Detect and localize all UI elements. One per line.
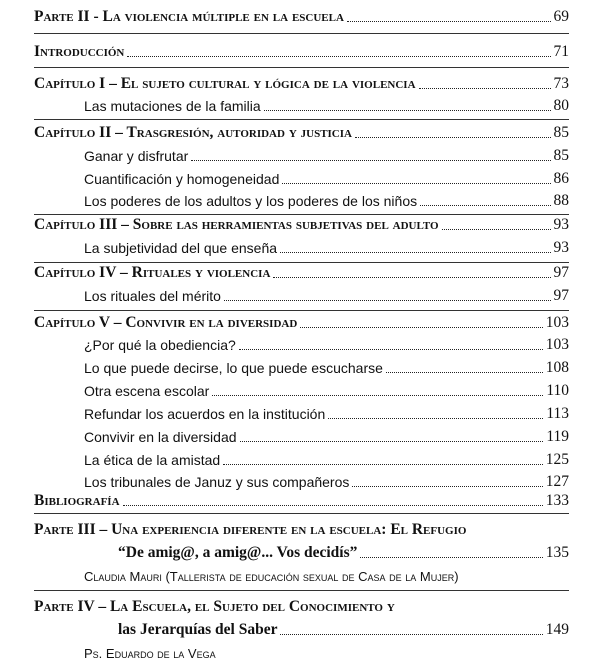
toc-entry-parte-ii: [34, 5, 569, 27]
toc-subentry: [84, 402, 569, 424]
toc-entry-parte-iii: [118, 541, 569, 563]
leader-dots: [240, 441, 544, 442]
toc-entry-label: La subjetividad del que enseña: [84, 240, 278, 256]
leader-dots: [355, 137, 551, 138]
leader-dots: [419, 88, 551, 89]
toc-entry-page: 69: [553, 8, 569, 25]
toc-entry-page: 93: [553, 216, 569, 233]
toc-entry-label: Los poderes de los adultos y los poderes de los niños: [84, 193, 418, 209]
toc-entry-label: “De amig@, a amig@... Vos decidís”: [118, 544, 358, 561]
toc-entry-capitulo-v: [34, 311, 569, 333]
toc-entry-page: 97: [553, 287, 569, 304]
divider: [34, 119, 569, 120]
divider: [34, 590, 569, 591]
leader-dots: [386, 372, 543, 373]
toc-entry-label: Las mutaciones de la familia: [84, 98, 261, 114]
toc-entry-page: 119: [546, 428, 569, 445]
toc-author: Ps. Eduardo de la Vega: [84, 646, 216, 661]
toc-entry-label: las Jerarquías del Saber: [118, 621, 278, 638]
toc-subentry: [84, 236, 569, 258]
toc-subentry: [84, 356, 569, 378]
toc-entry-label: Los rituales del mérito: [84, 288, 221, 304]
leader-dots: [352, 486, 542, 487]
toc-subentry: [84, 284, 569, 306]
toc-entry-parte-iv: [118, 618, 569, 640]
toc-subentry: [84, 448, 569, 470]
toc-entry-page: 73: [553, 75, 569, 92]
toc-entry-capitulo-ii: [34, 121, 569, 143]
toc-part-iv-title: Parte IV – La Escuela, el Sujeto del Conocimiento y: [34, 598, 395, 615]
toc-entry-capitulo-i: [34, 72, 569, 94]
toc-entry-label: Lo que puede decirse, lo que puede escucharse: [84, 360, 383, 376]
toc-entry-page: 127: [545, 473, 569, 490]
toc-entry-capitulo-iii: [34, 213, 569, 235]
leader-dots: [273, 277, 550, 278]
toc-entry-label: Parte II - La violencia múltiple en la escuela: [34, 8, 344, 25]
toc-subentry: [84, 144, 569, 166]
toc-entry-page: 108: [545, 359, 569, 376]
divider: [34, 513, 569, 514]
toc-entry-label: ¿Por qué la obediencia?: [84, 337, 236, 353]
leader-dots: [224, 300, 551, 301]
leader-dots: [300, 327, 542, 328]
leader-dots: [420, 205, 550, 206]
leader-dots: [282, 183, 550, 184]
toc-entry-label: Capítulo IV – Rituales y violencia: [34, 264, 271, 281]
leader-dots: [223, 464, 543, 465]
toc-subentry: [84, 425, 569, 447]
toc-entry-page: 85: [553, 124, 569, 141]
toc-entry-label: Bibliografía: [34, 492, 120, 509]
toc-entry-page: 85: [553, 147, 569, 164]
divider: [34, 67, 569, 68]
toc-entry-label: Capítulo III – Sobre las herramientas subjetivas del adulto: [34, 216, 439, 233]
toc-entry-label: La ética de la amistad: [84, 452, 221, 468]
toc-subentry: [84, 167, 569, 189]
toc-entry-capitulo-iv: [34, 261, 569, 283]
leader-dots: [264, 110, 551, 111]
leader-dots: [328, 418, 543, 419]
toc-entry-label: Cuantificación y homogeneidad: [84, 171, 280, 187]
toc-subentry: [84, 189, 569, 211]
toc-entry-label: Refundar los acuerdos en la institución: [84, 406, 326, 422]
toc-subentry: [84, 94, 569, 116]
leader-dots: [280, 634, 542, 635]
leader-dots: [442, 229, 551, 230]
leader-dots: [347, 21, 551, 22]
toc-entry-page: 149: [545, 621, 569, 638]
toc-entry-page: 125: [545, 451, 569, 468]
toc-entry-page: 103: [545, 336, 569, 353]
divider: [34, 33, 569, 34]
toc-author: Claudia Mauri (Tallerista de educación sexual de Casa de la Mujer): [84, 569, 459, 584]
toc-entry-page: 88: [553, 192, 569, 209]
toc-entry-label: Capítulo V – Convivir en la diversidad: [34, 314, 298, 331]
toc-subentry: [84, 379, 569, 401]
leader-dots: [127, 56, 550, 57]
toc-entry-label: Ganar y disfrutar: [84, 148, 189, 164]
toc-entry-page: 110: [546, 382, 569, 399]
toc-entry-page: 71: [553, 43, 569, 60]
toc-entry-label: Los tribunales de Januz y sus compañeros: [84, 474, 350, 490]
leader-dots: [212, 395, 543, 396]
leader-dots: [360, 557, 542, 558]
toc-entry-bibliografia: [34, 489, 569, 511]
toc-entry-page: 103: [545, 314, 569, 331]
toc-entry-page: 80: [553, 97, 569, 114]
toc-part-iii-title: Parte III – Una experiencia diferente en la escuela: El Refugio: [34, 521, 467, 538]
toc-entry-page: 93: [553, 239, 569, 256]
toc-entry-introduccion: [34, 40, 569, 62]
toc-entry-page: 97: [553, 264, 569, 281]
toc-entry-page: 133: [545, 492, 569, 509]
toc-entry-page: 135: [545, 544, 569, 561]
toc-subentry: [84, 333, 569, 355]
toc-entry-page: 86: [553, 170, 569, 187]
leader-dots: [191, 160, 550, 161]
toc-entry-page: 113: [546, 405, 569, 422]
leader-dots: [239, 349, 543, 350]
toc-entry-label: Capítulo I – El sujeto cultural y lógica de la violencia: [34, 75, 416, 92]
toc-entry-label: Otra escena escolar: [84, 383, 210, 399]
leader-dots: [280, 252, 550, 253]
toc-entry-label: Introducción: [34, 43, 125, 60]
leader-dots: [123, 505, 543, 506]
toc-entry-label: Convivir en la diversidad: [84, 429, 237, 445]
toc-entry-label: Capítulo II – Trasgresión, autoridad y justicia: [34, 124, 352, 141]
